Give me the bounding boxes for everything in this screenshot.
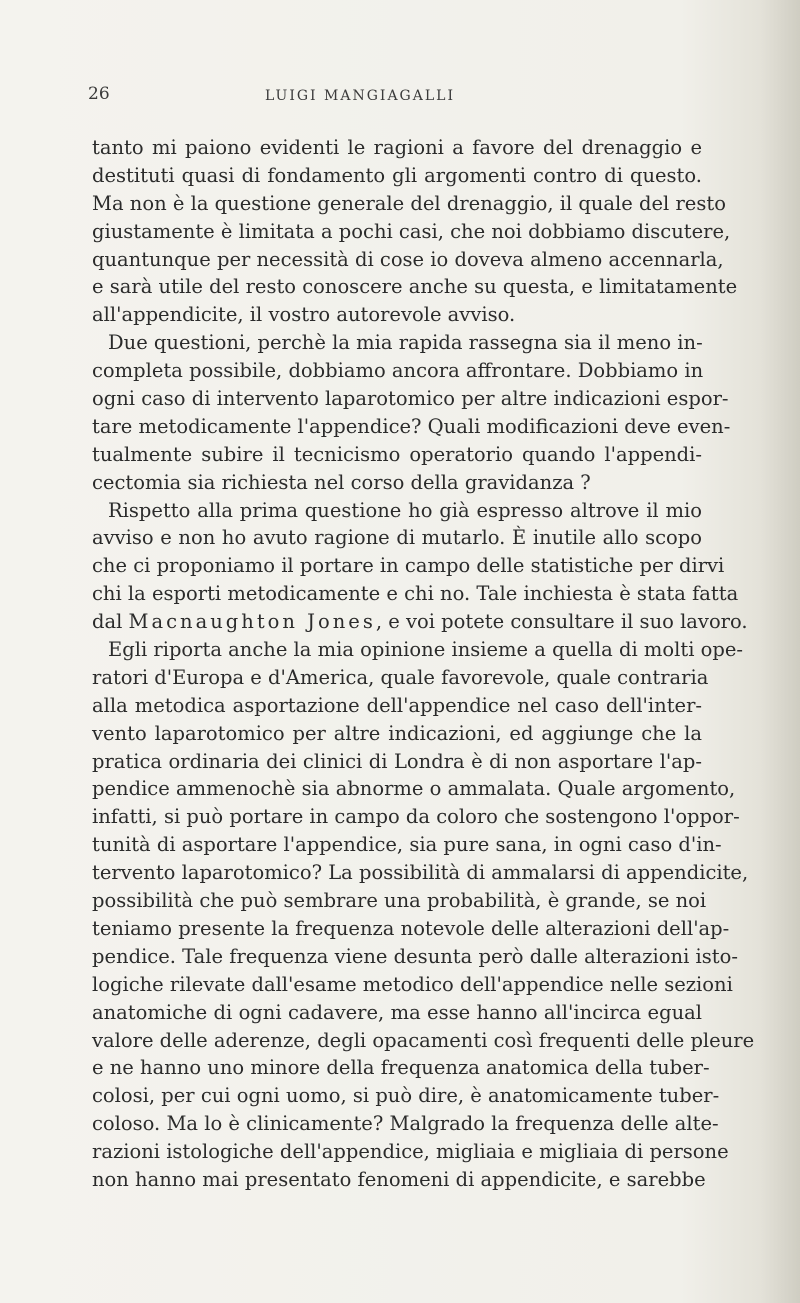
text-line: pratica ordinaria dei clinici di Londra è di non asportare l'ap- xyxy=(92,749,702,773)
text-line: Ma non è la questione generale del drenaggio, il quale del resto xyxy=(92,191,726,215)
text-line: pendice. Tale frequenza viene desunta però dalle alterazioni isto- xyxy=(92,944,738,968)
text-line: pendice ammenochè sia abnorme o ammalata. Quale argomento, xyxy=(92,777,736,801)
text-line: infatti, si può portare in campo da coloro che sostengono l'oppor- xyxy=(92,805,740,829)
text-line: che ci proponiamo il portare in campo delle statistiche per dirvi xyxy=(92,554,725,578)
text-line: teniamo presente la frequenza notevole delle alterazioni dell'ap- xyxy=(92,916,730,940)
text-line: chi la esporti metodicamente e chi no. Tale inchiesta è stata fatta xyxy=(92,582,739,606)
text-line: tunità di asportare l'appendice, sia pure sana, in ogni caso d'in- xyxy=(92,833,722,857)
body-text xyxy=(92,134,755,1194)
text-line: vento laparotomico per altre indicazioni, ed aggiunge che la xyxy=(92,721,702,745)
text-line: avviso e non ho avuto ragione di mutarlo. È inutile allo scopo xyxy=(92,526,702,550)
text-line: alla metodica asportazione dell'appendice nel caso dell'inter- xyxy=(92,693,702,717)
text-line: razioni istologiche dell'appendice, migliaia e migliaia di persone xyxy=(92,1140,729,1164)
text-line: logiche rilevate dall'esame metodico dell'appendice nelle sezioni xyxy=(92,972,733,996)
running-head: LUIGI MANGIAGALLI xyxy=(265,88,455,104)
text-line: tanto mi paiono evidenti le ragioni a favore del drenaggio e xyxy=(92,136,702,159)
text-line: Egli riporta anche la mia opinione insieme a quella di molti ope- xyxy=(108,638,743,662)
text-line: giustamente è limitata a pochi casi, che noi dobbiamo discutere, xyxy=(92,219,731,243)
author-name: Macnaughton Jones xyxy=(128,610,376,634)
text-line: dal Macnaughton Jones, e voi potete consultare il suo lavoro. xyxy=(92,610,748,634)
text-line: e sarà utile del resto conoscere anche su questa, e limitatamente xyxy=(92,275,738,299)
text-line: quantunque per necessità di cose io doveva almeno accennarla, xyxy=(92,247,724,271)
text-line: tervento laparotomico? La possibilità di ammalarsi di appendicite, xyxy=(92,861,749,885)
text-line: cectomia sia richiesta nel corso della gravidanza ? xyxy=(92,470,591,494)
text-line: destituti quasi di fondamento gli argomenti contro di questo. xyxy=(92,163,702,187)
text-line: colosi, per cui ogni uomo, si può dire, è anatomicamente tuber- xyxy=(92,1084,720,1108)
text-line: tualmente subire il tecnicismo operatorio quando l'appendi- xyxy=(92,442,702,466)
text-line: Due questioni, perchè la mia rapida rassegna sia il meno in- xyxy=(108,331,703,355)
text-line: ogni caso di intervento laparotomico per altre indicazioni espor- xyxy=(92,387,729,411)
text-line: tare metodicamente l'appendice? Quali modificazioni deve even- xyxy=(92,414,731,438)
text-line: ratori d'Europa e d'America, quale favorevole, quale contraria xyxy=(92,665,709,689)
text-line: non hanno mai presentato fenomeni di appendicite, e sarebbe xyxy=(92,1167,706,1191)
text-line: anatomiche di ogni cadavere, ma esse hanno all'incirca egual xyxy=(92,1000,702,1024)
text-line: Rispetto alla prima questione ho già espresso altrove il mio xyxy=(108,498,702,522)
text-line: coloso. Ma lo è clinicamente? Malgrado la frequenza delle alte- xyxy=(92,1112,719,1136)
text-line: e ne hanno uno minore della frequenza anatomica della tuber- xyxy=(92,1056,710,1080)
text-line: valore delle aderenze, degli opacamenti così frequenti delle pleure xyxy=(92,1028,755,1052)
text-line: all'appendicite, il vostro autorevole avviso. xyxy=(92,303,516,327)
text-line: possibilità che può sembrare una probabilità, è grande, se noi xyxy=(92,889,707,913)
page-number: 26 xyxy=(88,84,110,104)
text-line: completa possibile, dobbiamo ancora affrontare. Dobbiamo in xyxy=(92,359,704,383)
